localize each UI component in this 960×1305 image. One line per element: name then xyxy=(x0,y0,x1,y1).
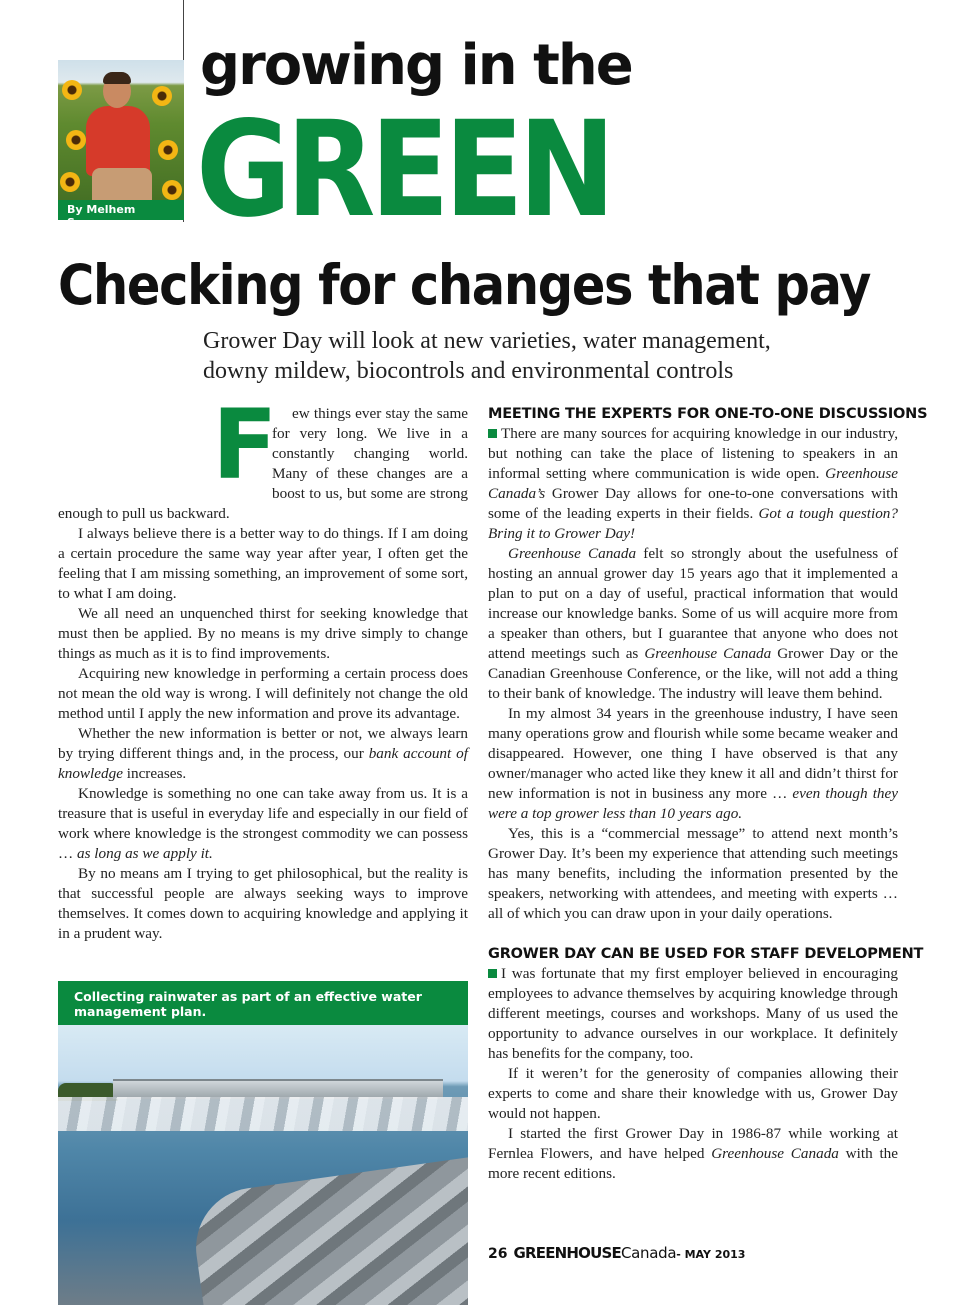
section-heading: GROWER DAY CAN BE USED FOR STAFF DEVELOPMENT xyxy=(488,946,924,962)
drop-cap: F xyxy=(212,389,278,501)
body-paragraph: Yes, this is a “commercial message” to attend next month’s Grower Day. It’s been my experience that attending such meetings has many benefits, including the information presented by the speakers, networking with attendees, and meeting with experts … all of which you can draw upon in your daily operations. xyxy=(488,825,898,922)
article-column-right xyxy=(488,404,928,1184)
magazine-name-bold: GREENHOUSE xyxy=(513,1244,621,1262)
page-footer xyxy=(488,1243,745,1265)
text-run: Whether the new information is better or not, we always learn by trying different things and, in the process, our xyxy=(58,725,468,762)
greenhouse-structure xyxy=(113,1079,443,1099)
body-paragraph xyxy=(488,964,898,1064)
author-photo xyxy=(58,60,184,220)
text-run: increases. xyxy=(122,765,187,782)
deck-line: Grower Day will look at new varieties, water management, xyxy=(203,328,771,354)
section-heading: MEETING THE EXPERTS FOR ONE-TO-ONE DISCUSSIONS xyxy=(488,406,928,422)
emphasis-text: Greenhouse Canada xyxy=(508,545,637,562)
magazine-name-light: Canada xyxy=(620,1244,677,1262)
article-column-left xyxy=(58,389,468,944)
author-figure xyxy=(86,106,150,176)
text-run: felt so strongly about the usefulness of hosting an annual grower day 15 years ago that it implemented a plan to put on a day of useful, practical information that would increase our knowledge banks. Some of us will acquire more from a speaker than others, but I guarantee that anyone who does not attend meetings such as xyxy=(488,545,898,662)
text-run: Grower Day or the Canadian Greenhouse Conference, or the like, will not add a thing to their bank of knowledge. The industry will leave them behind. xyxy=(488,645,899,702)
column-kicker: growing in the xyxy=(200,33,632,98)
text-run: There are many sources for acquiring knowledge in our industry, but nothing can take the place of listening to speakers in an informal setting where communication is wide open. xyxy=(488,425,898,482)
body-paragraph: ew things ever stay the same for very long. We live in a constantly changing world. Many of these changes are a boost to us, but some are strong enough to pull us backward. xyxy=(58,405,468,522)
page-number: 26 xyxy=(488,1246,508,1262)
text-run: In my almost 34 years in the greenhouse industry, I have seen many operations grow and flourish while some became weaker and disappeared. However, one thing I have observed is that any owner/manager who acted like they knew it all and didn’t thirst for new information is not in business any more … xyxy=(488,705,898,802)
body-paragraph: By no means am I trying to get philosophical, but the reality is that successful people are always seeking ways to improve themselves. It comes down to acquiring knowledge and applying it in a prudent way. xyxy=(58,865,468,942)
photo-caption: Collecting rainwater as part of an effective water management plan. xyxy=(58,981,468,1025)
body-paragraph xyxy=(488,544,898,704)
emphasis-text: bank account of knowledge xyxy=(58,745,468,782)
emphasis-text: even though they were a top grower less than 10 years ago. xyxy=(488,785,898,822)
emphasis-text: Greenhouse Canada xyxy=(644,645,772,662)
body-paragraph xyxy=(58,784,468,864)
author-hair xyxy=(103,72,131,84)
emphasis-text: Got a tough question? Bring it to Grower Day! xyxy=(488,505,898,542)
body-paragraph xyxy=(488,704,898,824)
text-run: I was fortunate that my first employer believed in encouraging employees to advance themselves by acquiring knowledge through different meetings, courses and workshops. Many of us used the opportunity to advance ourselves in our workplace. It definitely has benefits for the company, too. xyxy=(488,965,898,1062)
sunflower-icon xyxy=(158,140,178,160)
pond-liner-foreground xyxy=(188,1155,468,1305)
body-paragraph: Acquiring new knowledge in performing a certain process does not mean the old way is wrong. I will definitely not change the old method until I apply the new information and prove its advantage. xyxy=(58,665,468,722)
sunflower-icon xyxy=(162,180,182,200)
deck-line: downy mildew, biocontrols and environmental controls xyxy=(203,358,734,384)
text-run: Knowledge is something no one can take away from us. It is a treasure that is useful in everyday life and especially in our field of work where knowledge is the strongest commodity we can possess … xyxy=(58,785,468,862)
pond-liner-edge xyxy=(58,1097,468,1131)
bullet-square-icon xyxy=(488,969,497,978)
column-title-green: GREEN xyxy=(196,93,611,247)
body-paragraph: I always believe there is a better way to do things. If I am doing a certain procedure the same way year after year, I often get the feeling that I am missing something, an improvement of some sort, to what I am doing. xyxy=(58,525,468,602)
emphasis-text: as long as we apply it. xyxy=(76,845,213,862)
body-paragraph: If it weren’t for the generosity of companies allowing their experts to come and share their knowledge with us, Grower Day would not happen. xyxy=(488,1065,898,1122)
text-run: I started the first Grower Day in 1986-87 while working at Fernlea Flowers, and have helped xyxy=(488,1125,898,1162)
emphasis-text: Greenhouse Canada xyxy=(711,1145,839,1162)
sunflower-icon xyxy=(66,130,86,150)
article-headline: Checking for changes that pay xyxy=(58,253,871,317)
sunflower-icon xyxy=(62,80,82,100)
emphasis-text: Greenhouse Canada’s xyxy=(488,465,898,502)
body-paragraph: We all need an unquenched thirst for seeking knowledge that must then be applied. By no means is my drive simply to change things as much as it is to find improvements. xyxy=(58,605,468,662)
bullet-square-icon xyxy=(488,429,497,438)
rainwater-pond-photo xyxy=(58,1025,468,1305)
author-byline: By Melhem Sawaya xyxy=(58,200,184,220)
body-paragraph xyxy=(488,1124,898,1184)
body-paragraph xyxy=(488,424,898,544)
issue-date: - MAY 2013 xyxy=(676,1248,746,1261)
body-paragraph xyxy=(58,724,468,784)
article-deck xyxy=(203,326,771,386)
sunflower-icon xyxy=(60,172,80,192)
text-run: with the more recent editions. xyxy=(488,1145,899,1182)
sunflower-icon xyxy=(152,86,172,106)
text-run: Grower Day allows for one-to-one conversations with some of the leading experts in their fields. xyxy=(488,485,898,522)
